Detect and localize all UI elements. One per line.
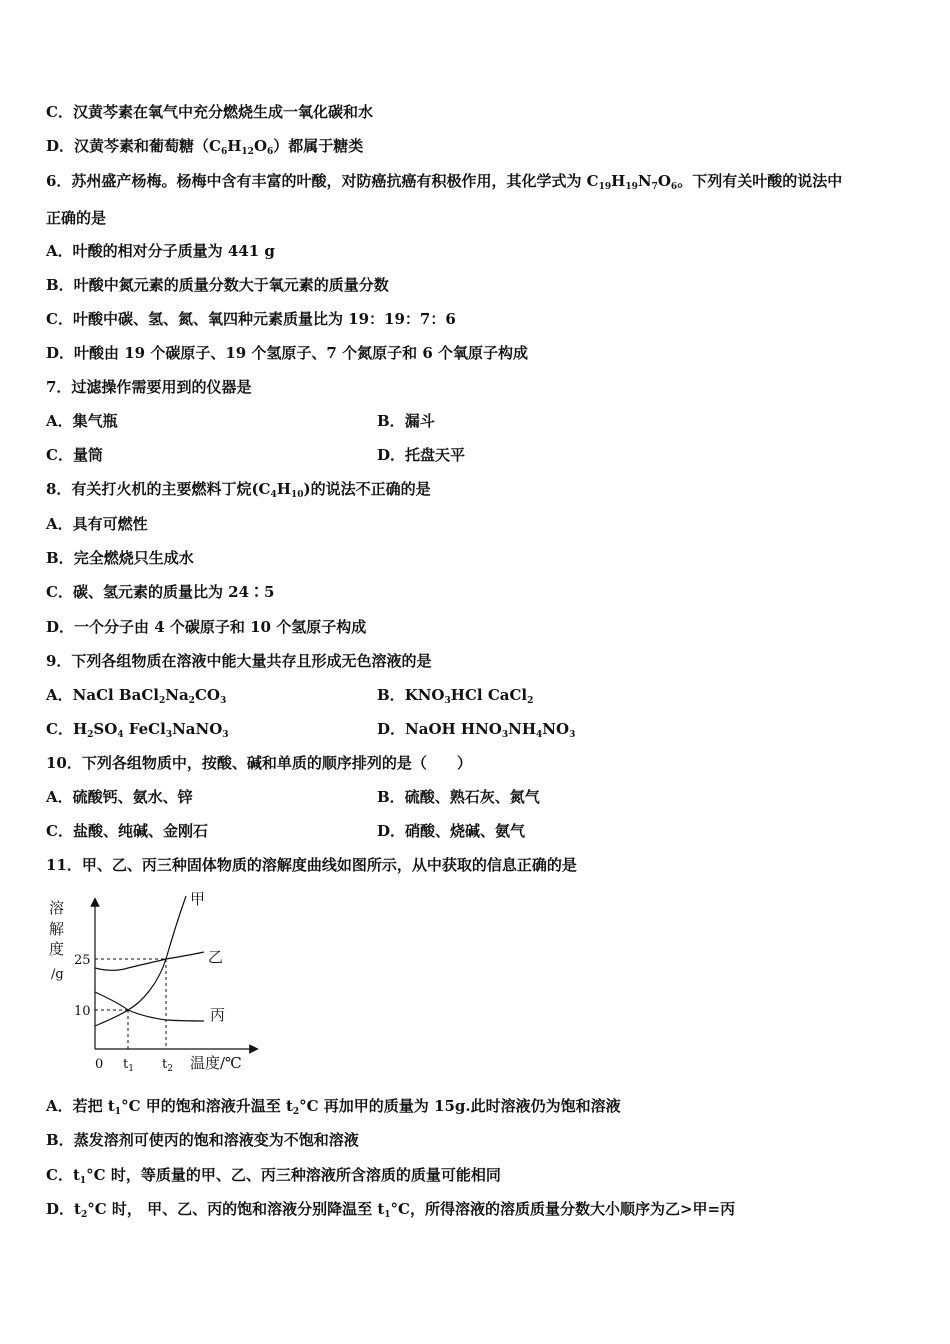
q10-option-c: C．盐酸、纯碱、金刚石 bbox=[46, 822, 208, 840]
solubility-chart bbox=[44, 886, 264, 1076]
q6-stem-line2: 正确的是 bbox=[46, 209, 107, 227]
q7-stem: 7．过滤操作需要用到的仪器是 bbox=[46, 378, 252, 396]
q11-option-c: C．$t_1^\circ C$ 时，等质量的甲、乙、丙三种溶液所含溶质的质量可能相同 bbox=[46, 1166, 501, 1186]
q8-option-d: D．一个分子由 4 个碳原子和 10 个氢原子构成 bbox=[46, 618, 367, 636]
q8-option-a: A．具有可燃性 bbox=[46, 515, 148, 533]
q10-stem: 10．下列各组物质中，按酸、碱和单质的顺序排列的是（ ） bbox=[46, 754, 472, 772]
q9-option-b: B．$KNO_3HCl$ CaCl$_2$ bbox=[377, 686, 534, 706]
q5-option-d: D．汉黄芩素和葡萄糖$(C_6H_{12}O_6)$都属于糖类 bbox=[46, 137, 364, 157]
q10-option-a: A．硫酸钙、氨水、锌 bbox=[46, 788, 193, 806]
series-label-yi: 乙 bbox=[208, 948, 224, 966]
y-label-3: 度 bbox=[49, 940, 65, 958]
q7-option-a: A．集气瓶 bbox=[46, 412, 118, 430]
q6-option-b: B．叶酸中氮元素的质量分数大于氧元素的质量分数 bbox=[46, 276, 389, 294]
q6-option-d: D．叶酸由 19 个碳原子、19 个氢原子、7 个氮原子和 6 个氧原子构成 bbox=[46, 344, 528, 362]
y-tick-25: 25 bbox=[74, 953, 91, 968]
q11-option-b: B．蒸发溶剂可使丙的饱和溶液变为不饱和溶液 bbox=[46, 1131, 359, 1149]
q10-option-d: D．硝酸、烧碱、氨气 bbox=[377, 822, 526, 840]
q9-option-a: A．NaCl $BaCl_2Na_2CO_3$ bbox=[46, 686, 227, 706]
q7-option-c: C．量筒 bbox=[46, 446, 103, 464]
q9-stem: 9．下列各组物质在溶液中能大量共存且形成无色溶液的是 bbox=[46, 652, 432, 670]
y-tick-10: 10 bbox=[74, 1004, 91, 1019]
y-label-2: 解 bbox=[49, 920, 65, 938]
y-label-1: 溶 bbox=[49, 899, 65, 917]
series-label-jia: 甲 bbox=[190, 890, 206, 908]
q6-option-a: A．叶酸的相对分子质量为 441 g bbox=[46, 242, 275, 260]
q11-option-a: A．若把 $t_1^\circ C$ 甲的饱和溶液升温至 $t_2^\circ C$ 再加甲的质量为 15g.此时溶液仍为饱和溶液 bbox=[46, 1097, 621, 1117]
curve-jia bbox=[95, 896, 186, 1026]
curve-yi bbox=[95, 952, 204, 970]
q6-stem: 6．苏州盛产杨梅。杨梅中含有丰富的叶酸，对防癌抗癌有积极作用，其化学式为 $C_{19}H_{19}N_7O_6$。下列有关叶酸的说法中 bbox=[46, 172, 843, 192]
y-label-4: /g bbox=[51, 967, 64, 982]
q9-option-d: D．NaOH $HNO_3NH_4NO_3$ bbox=[377, 720, 576, 740]
q8-option-c: C．碳、氢元素的质量比为 24∶5 bbox=[46, 583, 275, 601]
origin-label: 0 bbox=[95, 1057, 104, 1072]
q11-option-d: D．$t_2^\circ C$ 时， 甲、乙、丙的饱和溶液分别降温至 $t_1^\circ C$，所得溶液的溶质质量分数大小顺序为乙>甲=丙 bbox=[46, 1200, 736, 1220]
q7-option-d: D．托盘天平 bbox=[377, 446, 466, 464]
x-axis-label: 温度/℃ bbox=[190, 1054, 242, 1072]
x-tick-t2: $t_2$ bbox=[162, 1057, 173, 1074]
q5-option-c: C．汉黄芩素在氧气中充分燃烧生成一氧化碳和水 bbox=[46, 103, 373, 121]
q9-option-c: C．$H_2SO_4$ FeCl$_3$NaNO$_3$ bbox=[46, 720, 229, 740]
q8-option-b: B．完全燃烧只生成水 bbox=[46, 549, 194, 567]
x-tick-t1: $t_1$ bbox=[123, 1057, 134, 1074]
q8-stem: 8．有关打火机的主要燃料丁烷$(C_4H_{10})$的说法不正确的是 bbox=[46, 480, 431, 500]
q11-stem: 11．甲、乙、丙三种固体物质的溶解度曲线如图所示，从中获取的信息正确的是 bbox=[46, 856, 577, 874]
q6-option-c: C．叶酸中碳、氢、氮、氧四种元素质量比为 19：19：7：6 bbox=[46, 310, 456, 328]
curve-bing bbox=[95, 992, 204, 1021]
q10-option-b: B．硫酸、熟石灰、氮气 bbox=[377, 788, 540, 806]
series-label-bing: 丙 bbox=[210, 1006, 226, 1024]
q7-option-b: B．漏斗 bbox=[377, 412, 435, 430]
